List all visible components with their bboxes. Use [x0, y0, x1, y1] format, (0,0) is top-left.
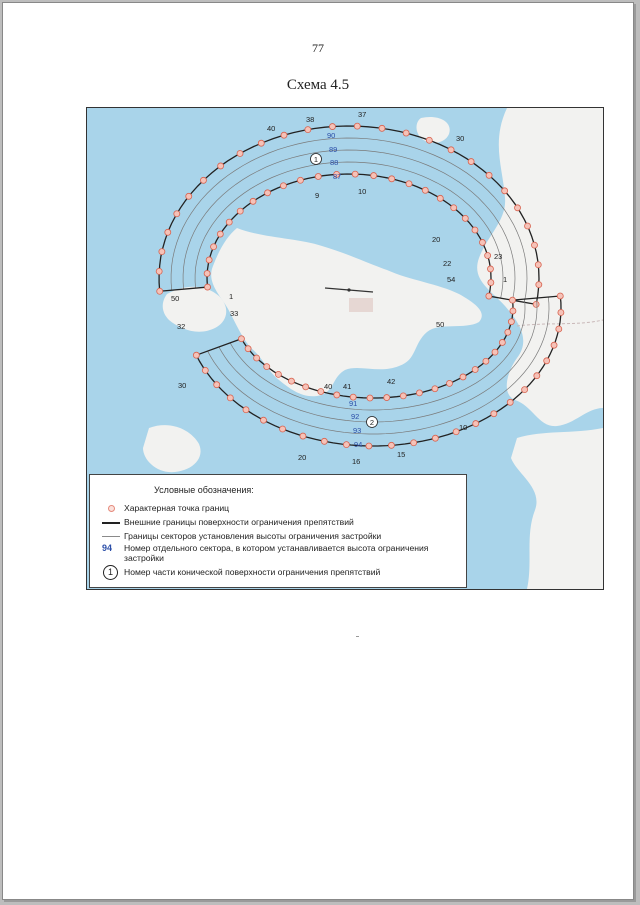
boundary-point — [389, 176, 395, 182]
boundary-point — [422, 187, 428, 193]
legend-item-label: Характерная точка границ — [124, 503, 230, 513]
boundary-point — [507, 399, 513, 405]
boundary-point — [371, 173, 377, 179]
point-label: 50 — [436, 320, 445, 329]
sector-number: 94 — [354, 440, 363, 449]
boundary-point — [354, 123, 360, 129]
point-label: 15 — [397, 450, 406, 459]
boundary-point — [502, 188, 508, 194]
boundary-point — [486, 293, 492, 299]
point-label: 10 — [358, 187, 367, 196]
sector-number: 92 — [351, 412, 360, 421]
boundary-point — [486, 172, 492, 178]
boundary-point — [406, 181, 412, 187]
boundary-point — [447, 380, 453, 386]
boundary-point — [217, 231, 223, 237]
boundary-point — [384, 395, 390, 401]
boundary-point — [300, 433, 306, 439]
sector-number: 93 — [353, 426, 362, 435]
boundary-point — [226, 219, 232, 225]
boundary-point — [334, 392, 340, 398]
point-label: 40 — [267, 124, 276, 133]
sector-number: 87 — [333, 172, 342, 181]
boundary-point — [206, 257, 212, 263]
boundary-point — [460, 374, 466, 380]
boundary-point — [448, 147, 454, 153]
legend-item — [102, 503, 460, 515]
point-label: 32 — [177, 322, 186, 331]
boundary-point — [165, 229, 171, 235]
sector-number: 91 — [349, 399, 358, 408]
legend-item — [102, 517, 460, 529]
runway-center — [347, 288, 350, 291]
boundary-point — [200, 177, 206, 183]
point-label: 30 — [178, 381, 187, 390]
legend-item — [102, 567, 460, 579]
point-label: 20 — [298, 453, 307, 462]
legend-title: Условные обозначения: — [154, 485, 254, 495]
legend-item-label: Номер отдельного сектора, в котором устанавливается высота ограничения застройки — [124, 543, 429, 563]
boundary-point — [451, 205, 457, 211]
boundary-point — [329, 124, 335, 130]
boundary-point — [245, 346, 251, 352]
boundary-point — [243, 407, 249, 413]
boundary-point — [280, 183, 286, 189]
boundary-point — [483, 358, 489, 364]
point-label: 41 — [343, 382, 352, 391]
boundary-point — [462, 215, 468, 221]
boundary-point — [275, 371, 281, 377]
point-label: 16 — [352, 457, 361, 466]
boundary-point — [193, 352, 199, 358]
boundary-point — [535, 262, 541, 268]
boundary-point — [159, 249, 165, 255]
point-label: 38 — [306, 115, 315, 124]
boundary-point — [258, 140, 264, 146]
boundary-point — [204, 270, 210, 276]
point-label: 20 — [432, 235, 441, 244]
boundary-point — [544, 358, 550, 364]
boundary-point — [536, 282, 542, 288]
boundary-point — [186, 193, 192, 199]
boundary-point — [432, 386, 438, 392]
boundary-point — [558, 310, 564, 316]
boundary-point — [379, 125, 385, 131]
boundary-point — [492, 349, 498, 355]
boundary-point — [218, 163, 224, 169]
boundary-point — [432, 435, 438, 441]
boundary-point — [260, 417, 266, 423]
boundary-point — [531, 242, 537, 248]
point-label: 23 — [494, 252, 503, 261]
boundary-point — [515, 205, 521, 211]
boundary-point — [321, 438, 327, 444]
boundary-point — [214, 382, 220, 388]
part-number-icon: 1 — [102, 567, 124, 579]
boundary-point — [485, 252, 491, 258]
boundary-point — [237, 208, 243, 214]
boundary-point — [315, 173, 321, 179]
boundary-point — [510, 308, 516, 314]
page-mark — [356, 636, 359, 637]
boundary-point — [505, 329, 511, 335]
boundary-point — [388, 442, 394, 448]
point-label: 1 — [503, 275, 508, 284]
boundary-point — [264, 364, 270, 370]
boundary-point — [318, 389, 324, 395]
boundary-point — [473, 421, 479, 427]
part-number: 2 — [369, 418, 375, 427]
scheme-title: Схема 4.5 — [286, 77, 350, 93]
point-label: 1 — [229, 292, 234, 301]
boundary-point — [238, 336, 244, 342]
part-marker-1 — [311, 154, 322, 165]
boundary-point — [499, 339, 505, 345]
boundary-point — [297, 177, 303, 183]
boundary-point — [522, 387, 528, 393]
boundary-point — [366, 443, 372, 449]
boundary-point — [156, 268, 162, 274]
sector-number: 89 — [329, 145, 338, 154]
point-label: 40 — [324, 382, 333, 391]
boundary-point — [265, 190, 271, 196]
page-number: 77 — [312, 41, 324, 55]
boundary-point — [491, 411, 497, 417]
boundary-point — [479, 239, 485, 245]
boundary-point — [488, 280, 494, 286]
sector-number: 88 — [330, 158, 339, 167]
part-marker-2 — [367, 417, 378, 428]
boundary-point — [508, 319, 514, 325]
boundary-point — [367, 395, 373, 401]
legend — [89, 474, 467, 588]
boundary-point — [254, 355, 260, 361]
boundary-point — [533, 301, 539, 307]
boundary-point — [227, 395, 233, 401]
part-number: 1 — [313, 155, 319, 164]
boundary-point — [280, 426, 286, 432]
boundary-point — [437, 195, 443, 201]
thick-line-icon — [102, 517, 124, 529]
boundary-point — [174, 211, 180, 217]
point-label: 50 — [171, 294, 180, 303]
boundary-point — [352, 171, 358, 177]
legend-item-label: Внешние границы поверхности ограничения препятствий — [124, 517, 354, 527]
boundary-point — [551, 342, 557, 348]
boundary-point — [468, 159, 474, 165]
boundary-point — [411, 440, 417, 446]
boundary-point — [472, 227, 478, 233]
boundary-point — [509, 297, 515, 303]
boundary-point — [305, 127, 311, 133]
boundary-point — [525, 223, 531, 229]
legend-item-label: Границы секторов установления высоты ограничения застройки — [124, 531, 382, 541]
boundary-point — [472, 367, 478, 373]
boundary-point — [205, 284, 211, 290]
point-label: 10 — [459, 423, 468, 432]
legend-item — [102, 543, 460, 563]
boundary-point — [403, 130, 409, 136]
point-label: 9 — [315, 191, 320, 200]
legend-item — [102, 531, 460, 543]
boundary-point — [556, 326, 562, 332]
boundary-point — [487, 266, 493, 272]
boundary-point — [237, 150, 243, 156]
boundary-point — [534, 373, 540, 379]
boundary-point — [557, 293, 563, 299]
sector-number-icon: 94 — [102, 543, 113, 553]
point-label: 33 — [230, 309, 239, 318]
boundary-point — [157, 288, 163, 294]
boundary-point — [400, 393, 406, 399]
boundary-point — [426, 137, 432, 143]
boundary-point — [250, 198, 256, 204]
sector-number: 90 — [327, 131, 336, 140]
legend-item-label: Номер части конической поверхности ограничения препятствий — [124, 567, 381, 577]
boundary-point — [343, 442, 349, 448]
boundary-point — [288, 378, 294, 384]
boundary-point — [202, 367, 208, 373]
boundary-point — [416, 390, 422, 396]
point-label: 42 — [387, 377, 396, 386]
boundary-point — [211, 244, 217, 250]
boundary-point — [281, 132, 287, 138]
point-label: 54 — [447, 275, 456, 284]
point-label: 37 — [358, 110, 367, 119]
thin-line-icon — [102, 531, 124, 543]
settlement — [349, 298, 373, 312]
point-icon — [102, 503, 124, 515]
boundary-point — [303, 384, 309, 390]
document-page — [2, 2, 634, 900]
point-label: 30 — [456, 134, 465, 143]
point-label: 22 — [443, 259, 452, 268]
